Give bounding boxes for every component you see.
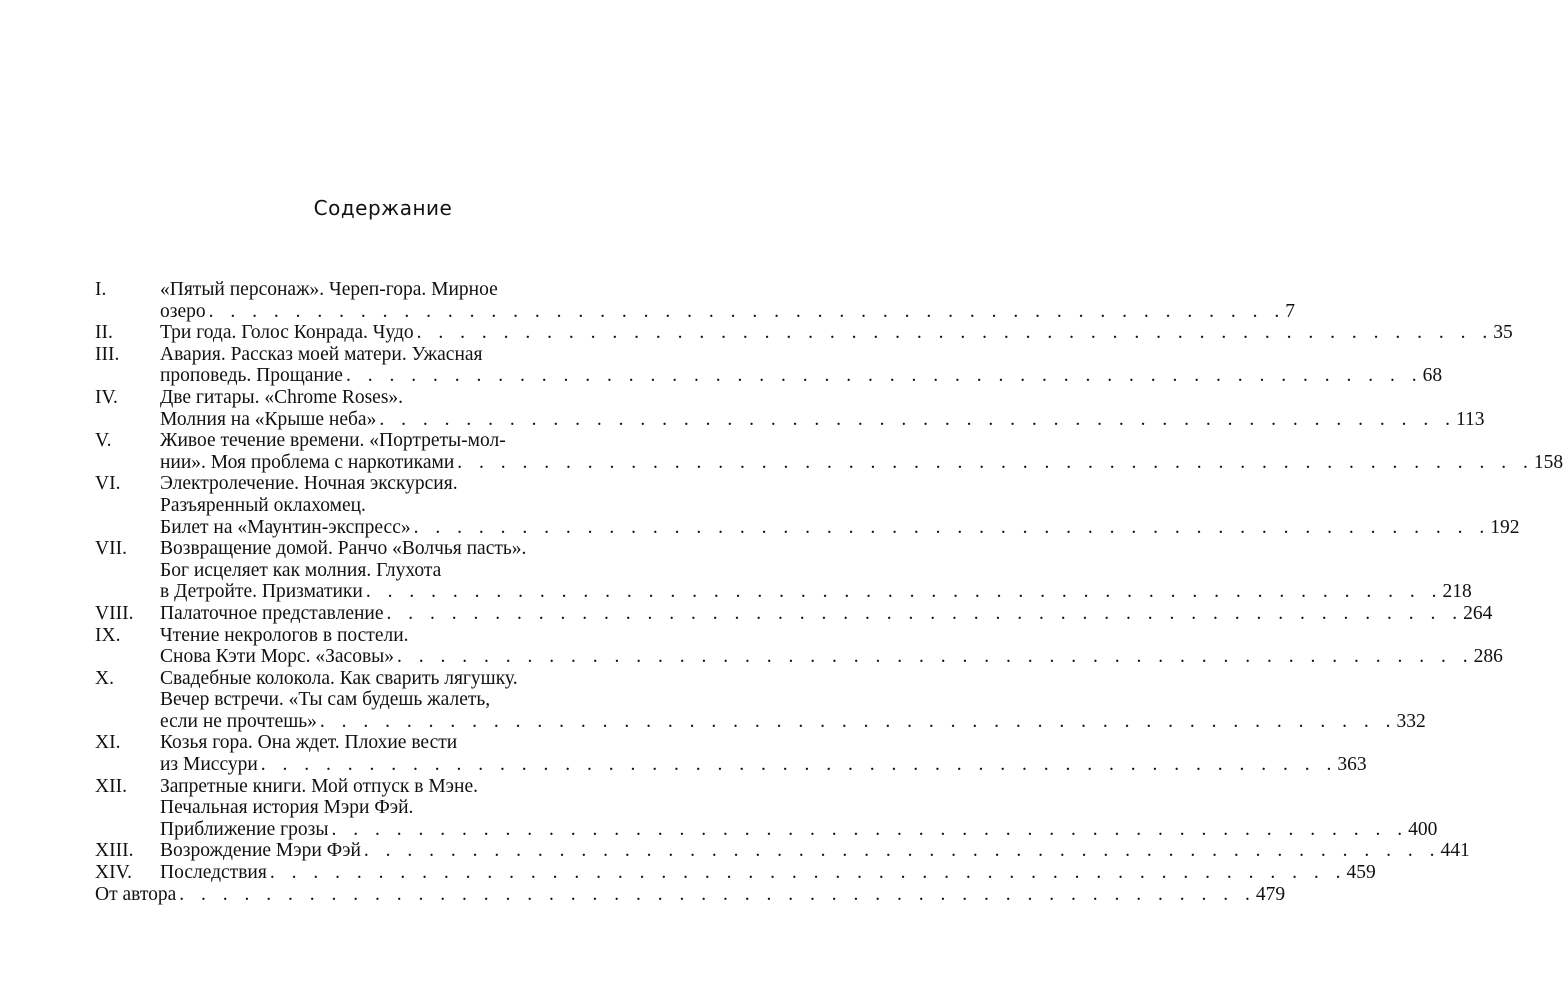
chapter-title-text: в Детройте. Призматики: [160, 581, 363, 603]
chapter-title: [160, 602, 1493, 625]
chapter-title-line: Запретные книги. Мой отпуск в Мэне.: [160, 775, 478, 797]
page-number: 218: [1442, 581, 1472, 603]
toc-entry: [95, 602, 1493, 625]
chapter-number: VII.: [95, 538, 127, 560]
chapter-number: VI.: [95, 473, 121, 495]
dot-leader: . . . . . . . . . . . . . . . . . . . . . . . . . . . . . . . . . . . . . . . . . . . . . . . . . .: [269, 862, 1347, 884]
chapter-number: I.: [95, 279, 107, 300]
chapter-title-line: Бог исцеляет как молния. Глухота: [160, 559, 442, 581]
chapter-title-text: Снова Кэти Морс. «Засовы»: [160, 646, 395, 668]
chapter-title: [160, 386, 1485, 430]
chapter-title-line: Козья гора. Она ждет. Плохие вести: [160, 732, 458, 754]
dot-leader: . . . . . . . . . . . . . . . . . . . . . . . . . . . . . . . . . . . . . . . . . . . . . . . . . .: [208, 300, 1286, 322]
chapter-title-last-line: [160, 451, 1563, 474]
dot-leader: . . . . . . . . . . . . . . . . . . . . . . . . . . . . . . . . . . . . . . . . . . . . . . . . . .: [379, 408, 1456, 430]
chapter-title-text: Молния на «Крыше неба»: [160, 408, 377, 430]
chapter-title-text: проповедь. Прощание: [160, 365, 343, 387]
chapter-title: [160, 624, 1503, 668]
dot-leader: . . . . . . . . . . . . . . . . . . . . . . . . . . . . . . . . . . . . . . . . . . . . . . . . . .: [260, 754, 1338, 776]
chapter-title: [160, 667, 1426, 733]
chapter-title-text: Приближение грозы: [160, 818, 329, 840]
chapter-number: XIV.: [95, 862, 133, 884]
page-number: 192: [1490, 516, 1520, 538]
dot-leader: . . . . . . . . . . . . . . . . . . . . . . . . . . . . . . . . . . . . . . . . . . . . . . . . . .: [179, 883, 1256, 905]
chapter-title-text: если не прочтешь»: [160, 710, 317, 732]
chapter-title: [160, 862, 1376, 884]
chapter-title-last-line: [160, 710, 1426, 733]
chapter-number: V.: [95, 430, 112, 452]
chapter-title-last-line: [160, 840, 1470, 862]
chapter-title-last-line: [160, 516, 1520, 539]
chapter-number: XI.: [95, 732, 121, 754]
dot-leader: . . . . . . . . . . . . . . . . . . . . . . . . . . . . . . . . . . . . . . . . . . . . . . . . . .: [416, 322, 1494, 344]
chapter-title-line: Свадебные колокола. Как сварить лягушку.: [160, 667, 518, 689]
chapter-title-line: Живое течение времени. «Портреты-мол-: [160, 430, 506, 452]
chapter-title-line: Вечер встречи. «Ты сам будешь жалеть,: [160, 689, 491, 711]
page-number: 459: [1346, 862, 1376, 884]
toc-entry: [95, 343, 1443, 387]
chapter-title: [160, 430, 1563, 473]
chapter-title-line: Разъяренный оклахомец.: [160, 494, 366, 516]
toc-entry: [95, 386, 1485, 430]
chapter-title-text: Палаточное представление: [160, 602, 384, 624]
toc-entry: [95, 279, 1295, 322]
page-number: 113: [1455, 408, 1485, 430]
page-number: 479: [1255, 883, 1286, 905]
chapter-title-last-line: [160, 322, 1513, 344]
author-entry-label: От автора: [95, 883, 177, 905]
chapter-title-last-line: [160, 818, 1438, 841]
chapter-title: [160, 343, 1443, 387]
chapter-title-text: Последствия: [160, 862, 267, 884]
page-number: 400: [1408, 818, 1438, 840]
toc-entry: [95, 732, 1367, 776]
page-number: 68: [1422, 365, 1443, 387]
chapter-title: [160, 279, 1295, 322]
chapter-title: [160, 732, 1367, 776]
chapter-title-last-line: [160, 602, 1493, 625]
dot-leader: . . . . . . . . . . . . . . . . . . . . . . . . . . . . . . . . . . . . . . . . . . . . . . . . . .: [363, 840, 1441, 862]
page-number: 441: [1440, 840, 1470, 862]
table-of-contents: [95, 279, 1563, 905]
chapter-title-last-line: [160, 646, 1503, 668]
page-number: 286: [1473, 646, 1503, 668]
chapter-title-line: «Пятый персонаж». Череп-гора. Мирное: [160, 279, 498, 300]
page-number: 158: [1533, 451, 1563, 473]
chapter-title-line: Две гитары. «Chrome Roses».: [160, 386, 404, 408]
dot-leader: . . . . . . . . . . . . . . . . . . . . . . . . . . . . . . . . . . . . . . . . . . . . . . . . . .: [319, 710, 1397, 732]
dot-leader: . . . . . . . . . . . . . . . . . . . . . . . . . . . . . . . . . . . . . . . . . . . . . . . . . .: [413, 516, 1491, 538]
chapter-number: XII.: [95, 775, 127, 797]
page-number: 363: [1337, 754, 1367, 776]
toc-entry: [95, 775, 1438, 841]
page-number: 7: [1285, 300, 1295, 322]
chapter-title-last-line: [160, 581, 1472, 603]
page-number: 264: [1463, 602, 1493, 624]
chapter-number: IV.: [95, 386, 118, 408]
toc-entry: [95, 473, 1520, 538]
chapter-title-line: Возвращение домой. Ранчо «Волчья пасть».: [160, 538, 527, 560]
chapter-number: VIII.: [95, 602, 134, 624]
chapter-title-text: озеро: [160, 300, 206, 322]
chapter-number: III.: [95, 343, 120, 365]
chapter-title-text: из Миссури: [160, 754, 258, 776]
dot-leader: . . . . . . . . . . . . . . . . . . . . . . . . . . . . . . . . . . . . . . . . . . . . . . . . . .: [397, 646, 1474, 668]
chapter-number: II.: [95, 322, 113, 344]
chapter-title: [160, 322, 1513, 344]
chapter-title-last-line: [160, 300, 1295, 323]
dot-leader: . . . . . . . . . . . . . . . . . . . . . . . . . . . . . . . . . . . . . . . . . . . . . . . . . .: [386, 602, 1464, 624]
chapter-title-text: Возрождение Мэри Фэй: [160, 840, 361, 862]
chapter-title: [160, 538, 1472, 603]
chapter-title: [160, 840, 1470, 862]
author-entry-line: [95, 883, 1286, 906]
toc-entry: [95, 840, 1470, 862]
chapter-title-line: Электролечение. Ночная экскурсия.: [160, 473, 458, 495]
chapter-number: IX.: [95, 624, 121, 646]
chapter-title: [160, 775, 1438, 841]
page-number: 332: [1396, 710, 1426, 732]
chapter-title-line: Авария. Рассказ моей матери. Ужасная: [160, 343, 483, 365]
toc-entry: [95, 430, 1563, 473]
toc-entry-author: [95, 883, 1286, 906]
chapter-title: [160, 473, 1520, 538]
chapter-number: X.: [95, 667, 114, 689]
chapter-title-last-line: [160, 365, 1443, 387]
chapter-title-line: Чтение некрологов в постели.: [160, 624, 409, 646]
chapter-title-text: нии». Моя проблема с наркотиками: [160, 451, 455, 473]
dot-leader: . . . . . . . . . . . . . . . . . . . . . . . . . . . . . . . . . . . . . . . . . . . . . . . . . .: [457, 451, 1534, 473]
toc-entry: [95, 538, 1472, 603]
chapter-title-text: Три года. Голос Конрада. Чудо: [160, 322, 414, 344]
page-title: Содержание: [313, 196, 453, 220]
toc-entry: [95, 624, 1503, 668]
chapter-title-last-line: [160, 862, 1376, 884]
toc-entry: [95, 322, 1513, 344]
chapter-title-last-line: [160, 408, 1485, 431]
dot-leader: . . . . . . . . . . . . . . . . . . . . . . . . . . . . . . . . . . . . . . . . . . . . . . . . . .: [345, 365, 1423, 387]
chapter-title-text: Билет на «Маунтин-экспресс»: [160, 516, 411, 538]
chapter-title-last-line: [160, 754, 1367, 776]
page-number: 35: [1493, 322, 1513, 344]
toc-entry: [95, 667, 1426, 733]
chapter-title-line: Печальная история Мэри Фэй.: [160, 797, 414, 819]
toc-entry: [95, 862, 1376, 884]
dot-leader: . . . . . . . . . . . . . . . . . . . . . . . . . . . . . . . . . . . . . . . . . . . . . . . . . .: [331, 818, 1409, 840]
chapter-number: XIII.: [95, 840, 134, 862]
dot-leader: . . . . . . . . . . . . . . . . . . . . . . . . . . . . . . . . . . . . . . . . . . . . . . . . . .: [365, 581, 1443, 603]
